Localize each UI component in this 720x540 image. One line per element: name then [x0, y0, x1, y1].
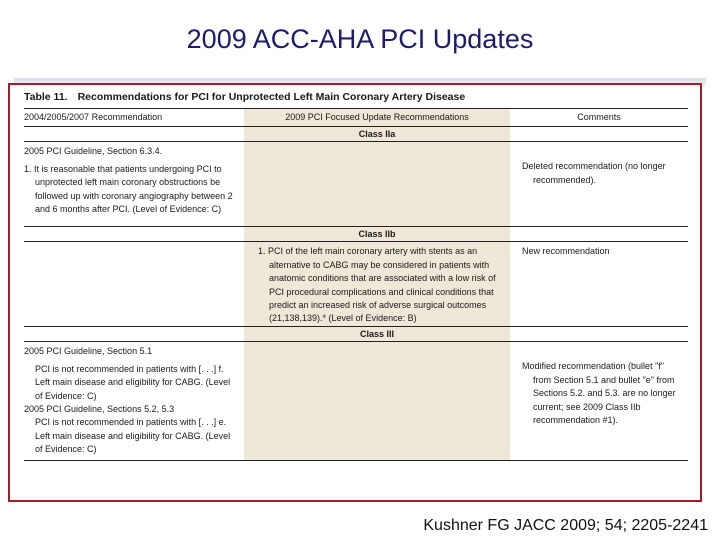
table-row [24, 342, 688, 461]
prior-recommendation-text: PCI is not recommended in patients with [. . .] e. Left main disease and eligibility for CABG. (Level of Evidence: C) [35, 417, 231, 455]
recommendation-table [24, 91, 688, 461]
header-comments: Comments [577, 112, 621, 123]
prior-recommendation-cell [24, 242, 244, 326]
comment-cell [510, 142, 688, 226]
table-frame [8, 83, 702, 502]
update-cell [244, 342, 510, 460]
table-title: Recommendations for PCI for Unprotected Left Main Coronary Artery Disease [77, 91, 466, 103]
guideline-section: 2005 PCI Guideline, Sections 5.2, 5.3 [24, 404, 175, 415]
table-row [24, 142, 688, 227]
update-text: 1. PCI of the left main coronary artery with stents as an alternative to CABG may be considered in patients with anatomic conditions that are associated with a low risk of PCI procedural complications and clinical conditions that predict an increased risk of adverse surgical outcomes (21,138,139).* (Level of Evidence: B) [258, 246, 496, 324]
update-cell [244, 242, 510, 326]
table-row [24, 242, 688, 327]
class-iia-label: Class IIa [244, 127, 510, 141]
comment-cell [510, 242, 688, 326]
table-number: Table 11. [24, 91, 68, 103]
header-2009-update: 2009 PCI Focused Update Recommendations [244, 109, 510, 126]
class-iii-row [24, 327, 688, 342]
prior-recommendation-text: PCI is not recommended in patients with [. . .] f. Left main disease and eligibility for CABG. (Level of Evidence: C) [35, 363, 231, 401]
table-heading [24, 91, 688, 104]
slide-title: 2009 ACC-AHA PCI Updates [186, 24, 534, 54]
class-iib-row [24, 227, 688, 242]
table-header-row [24, 109, 688, 127]
comment-text: Modified recommendation (bullet "f" from Section 5.1 and bullet "e" from Sections 5.2. and 5.3. are no longer current; see 2009 Class IIb recommendation #1). [522, 361, 676, 426]
class-iia-row [24, 127, 688, 142]
class-iib-label: Class IIb [244, 227, 510, 241]
prior-recommendation-cell [24, 342, 244, 460]
header-prior-recommendation: 2004/2005/2007 Recommendation [24, 112, 163, 123]
comment-cell [510, 342, 688, 460]
comment-text: New recommendation [522, 246, 610, 257]
update-cell [244, 142, 510, 226]
guideline-section: 2005 PCI Guideline, Section 5.1 [24, 346, 153, 357]
prior-recommendation-cell [24, 142, 244, 226]
comment-text: Deleted recommendation (no longer recommended). [522, 161, 666, 185]
class-iii-label: Class III [244, 327, 510, 341]
citation: Kushner FG JACC 2009; 54; 2205-2241 [423, 517, 708, 534]
prior-recommendation-text: 1. It is reasonable that patients undergoing PCI to unprotected left main coronary obstructions be followed up with coronary angiography between 2 and 6 months after PCI. (Level of Evidence: C) [24, 163, 233, 215]
guideline-section: 2005 PCI Guideline, Section 6.3.4. [24, 146, 163, 157]
